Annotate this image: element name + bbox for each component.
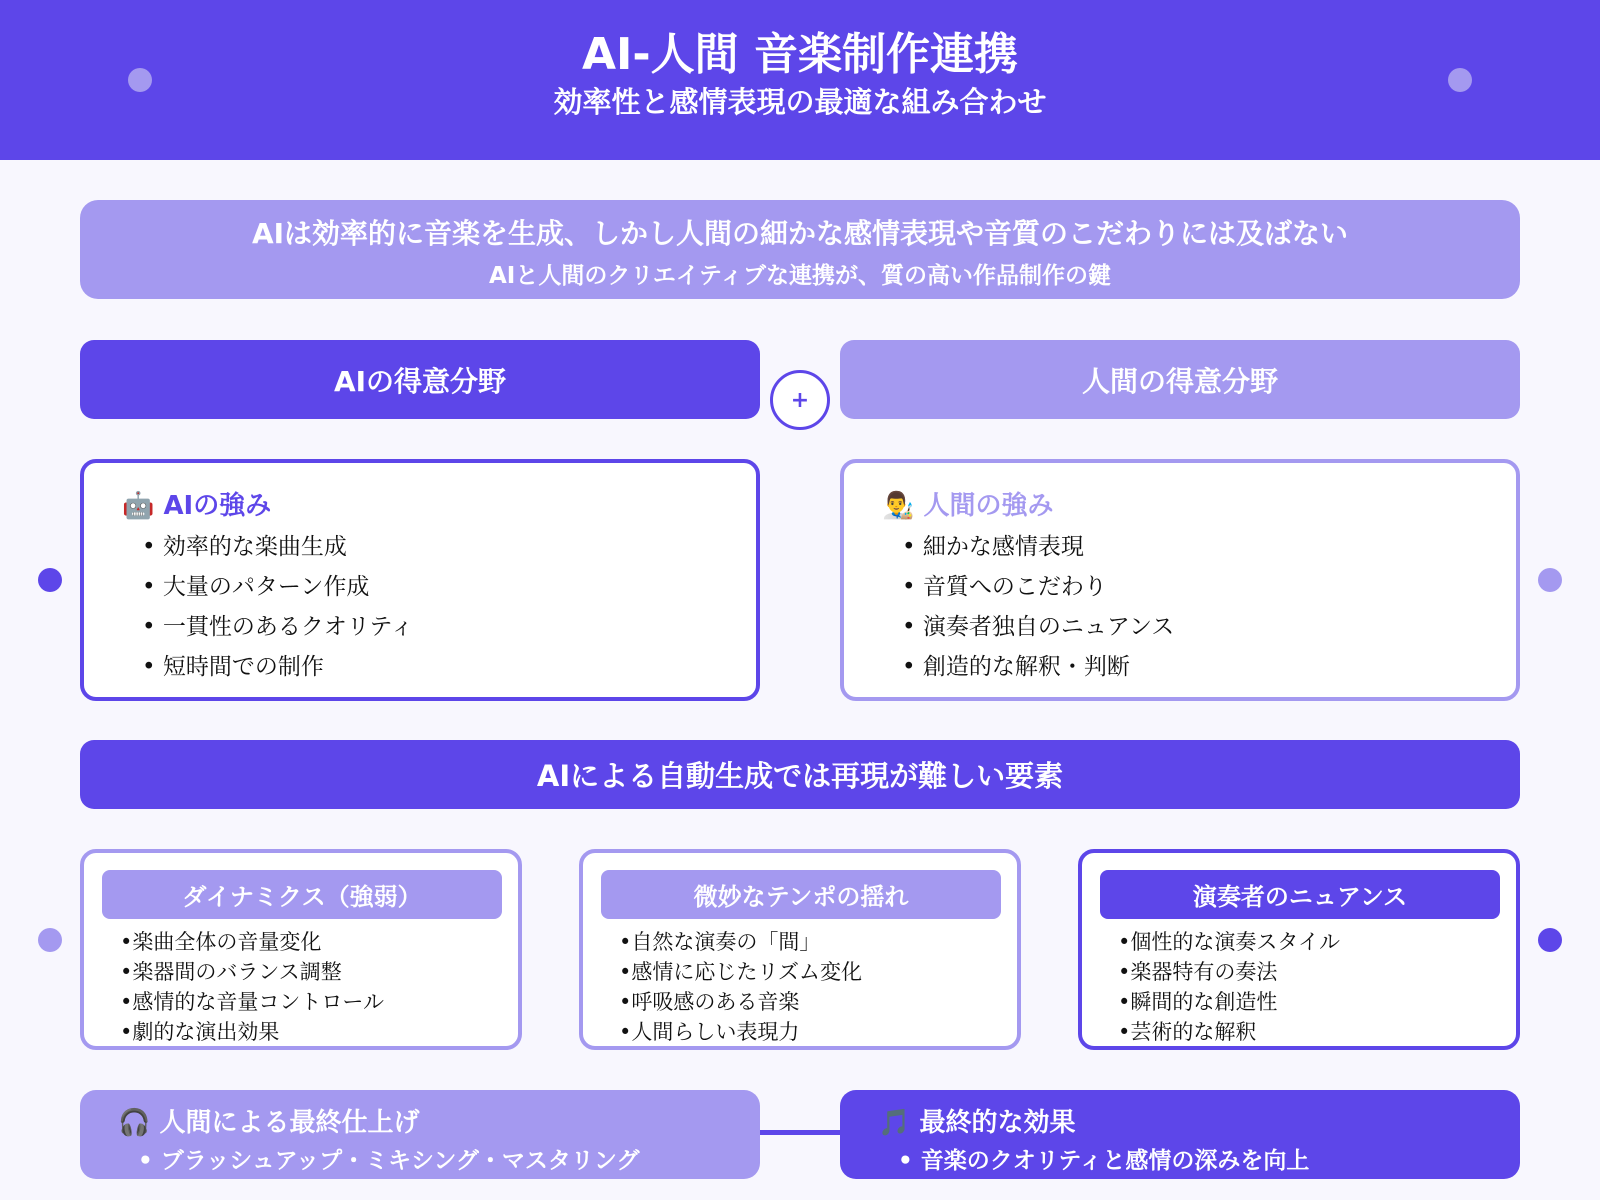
list-item: •劇的な演出効果 xyxy=(120,1020,280,1044)
decor-dot xyxy=(128,68,152,92)
list-item: •呼吸感のある音楽 xyxy=(619,990,800,1014)
final-effect-box xyxy=(840,1090,1520,1179)
element-card-tempo xyxy=(579,849,1021,1050)
element-card-nuance xyxy=(1078,849,1520,1050)
card-list xyxy=(120,927,384,1047)
ai-column-header: AIの得意分野 xyxy=(80,340,760,419)
page-title: AI-人間 音楽制作連携 xyxy=(581,29,1018,80)
decor-dot xyxy=(1538,568,1562,592)
ai-strengths-box xyxy=(80,459,760,701)
page-subtitle: 効率性と感情表現の最適な組み合わせ xyxy=(553,85,1047,119)
robot-icon: 🤖 xyxy=(122,491,155,521)
card-title: 演奏者のニュアンス xyxy=(1100,870,1500,919)
list-item: •楽器間のバランス調整 xyxy=(120,960,342,984)
header xyxy=(0,0,1600,160)
card-title: 微妙なテンポの揺れ xyxy=(601,870,1001,919)
music-note-icon: 🎵 xyxy=(878,1108,911,1138)
final-effect-title: 最終的な効果 xyxy=(919,1108,1076,1138)
list-item: • 効率的な楽曲生成 xyxy=(142,534,347,560)
list-item: • 大量のパターン作成 xyxy=(142,574,370,600)
summary-line-2: AIと人間のクリエイティブな連携が、質の高い作品制作の鍵 xyxy=(488,263,1112,289)
list-item: • 短時間での制作 xyxy=(142,654,324,680)
decor-dot xyxy=(38,928,62,952)
list-item: • 細かな感情表現 xyxy=(902,534,1084,560)
decor-dot xyxy=(1538,928,1562,952)
card-list xyxy=(619,927,862,1047)
list-item: •楽器特有の奏法 xyxy=(1118,960,1278,984)
list-item: •芸術的な解釈 xyxy=(1118,1020,1257,1044)
ai-strengths-title: AIの強み xyxy=(163,491,272,521)
final-effect-detail: • 音楽のクオリティと感情の深みを向上 xyxy=(898,1148,1310,1174)
list-item: •感情に応じたリズム変化 xyxy=(619,960,862,984)
final-touch-detail: • ブラッシュアップ・ミキシング・マスタリング xyxy=(138,1148,640,1174)
section-title: AIによる自動生成では再現が難しい要素 xyxy=(80,740,1520,809)
list-item: • 演奏者独自のニュアンス xyxy=(902,614,1175,640)
summary-line-1: AIは効率的に音楽を生成、しかし人間の細かな感情表現や音質のこだわりには及ばない xyxy=(251,217,1349,250)
list-item: • 音質へのこだわり xyxy=(902,574,1107,600)
list-item: •自然な演奏の「間」 xyxy=(619,930,821,954)
connector-line xyxy=(755,1130,845,1135)
list-item: •瞬間的な創造性 xyxy=(1118,990,1278,1014)
decor-dot xyxy=(1448,68,1472,92)
summary-banner xyxy=(80,200,1520,299)
list-item: •人間らしい表現力 xyxy=(619,1020,800,1044)
element-card-dynamics xyxy=(80,849,522,1050)
plus-icon: + xyxy=(770,370,830,430)
human-column-header: 人間の得意分野 xyxy=(840,340,1520,419)
human-strengths-box xyxy=(840,459,1520,701)
list-item: •個性的な演奏スタイル xyxy=(1118,930,1340,954)
human-strengths-title: 人間の強み xyxy=(923,491,1054,521)
final-touch-title: 人間による最終仕上げ xyxy=(159,1108,420,1138)
human-strengths-list xyxy=(902,527,1174,687)
ai-strengths-list xyxy=(142,527,414,687)
list-item: • 一貫性のあるクオリティ xyxy=(142,614,414,640)
list-item: • 創造的な解釈・判断 xyxy=(902,654,1130,680)
card-list xyxy=(1118,927,1340,1047)
final-touch-box xyxy=(80,1090,760,1179)
list-item: •楽曲全体の音量変化 xyxy=(120,930,322,954)
card-title: ダイナミクス（強弱） xyxy=(102,870,502,919)
list-item: •感情的な音量コントロール xyxy=(120,990,384,1014)
artist-icon: 👨‍🎨 xyxy=(882,491,915,521)
decor-dot xyxy=(38,568,62,592)
headphones-icon: 🎧 xyxy=(118,1108,151,1138)
